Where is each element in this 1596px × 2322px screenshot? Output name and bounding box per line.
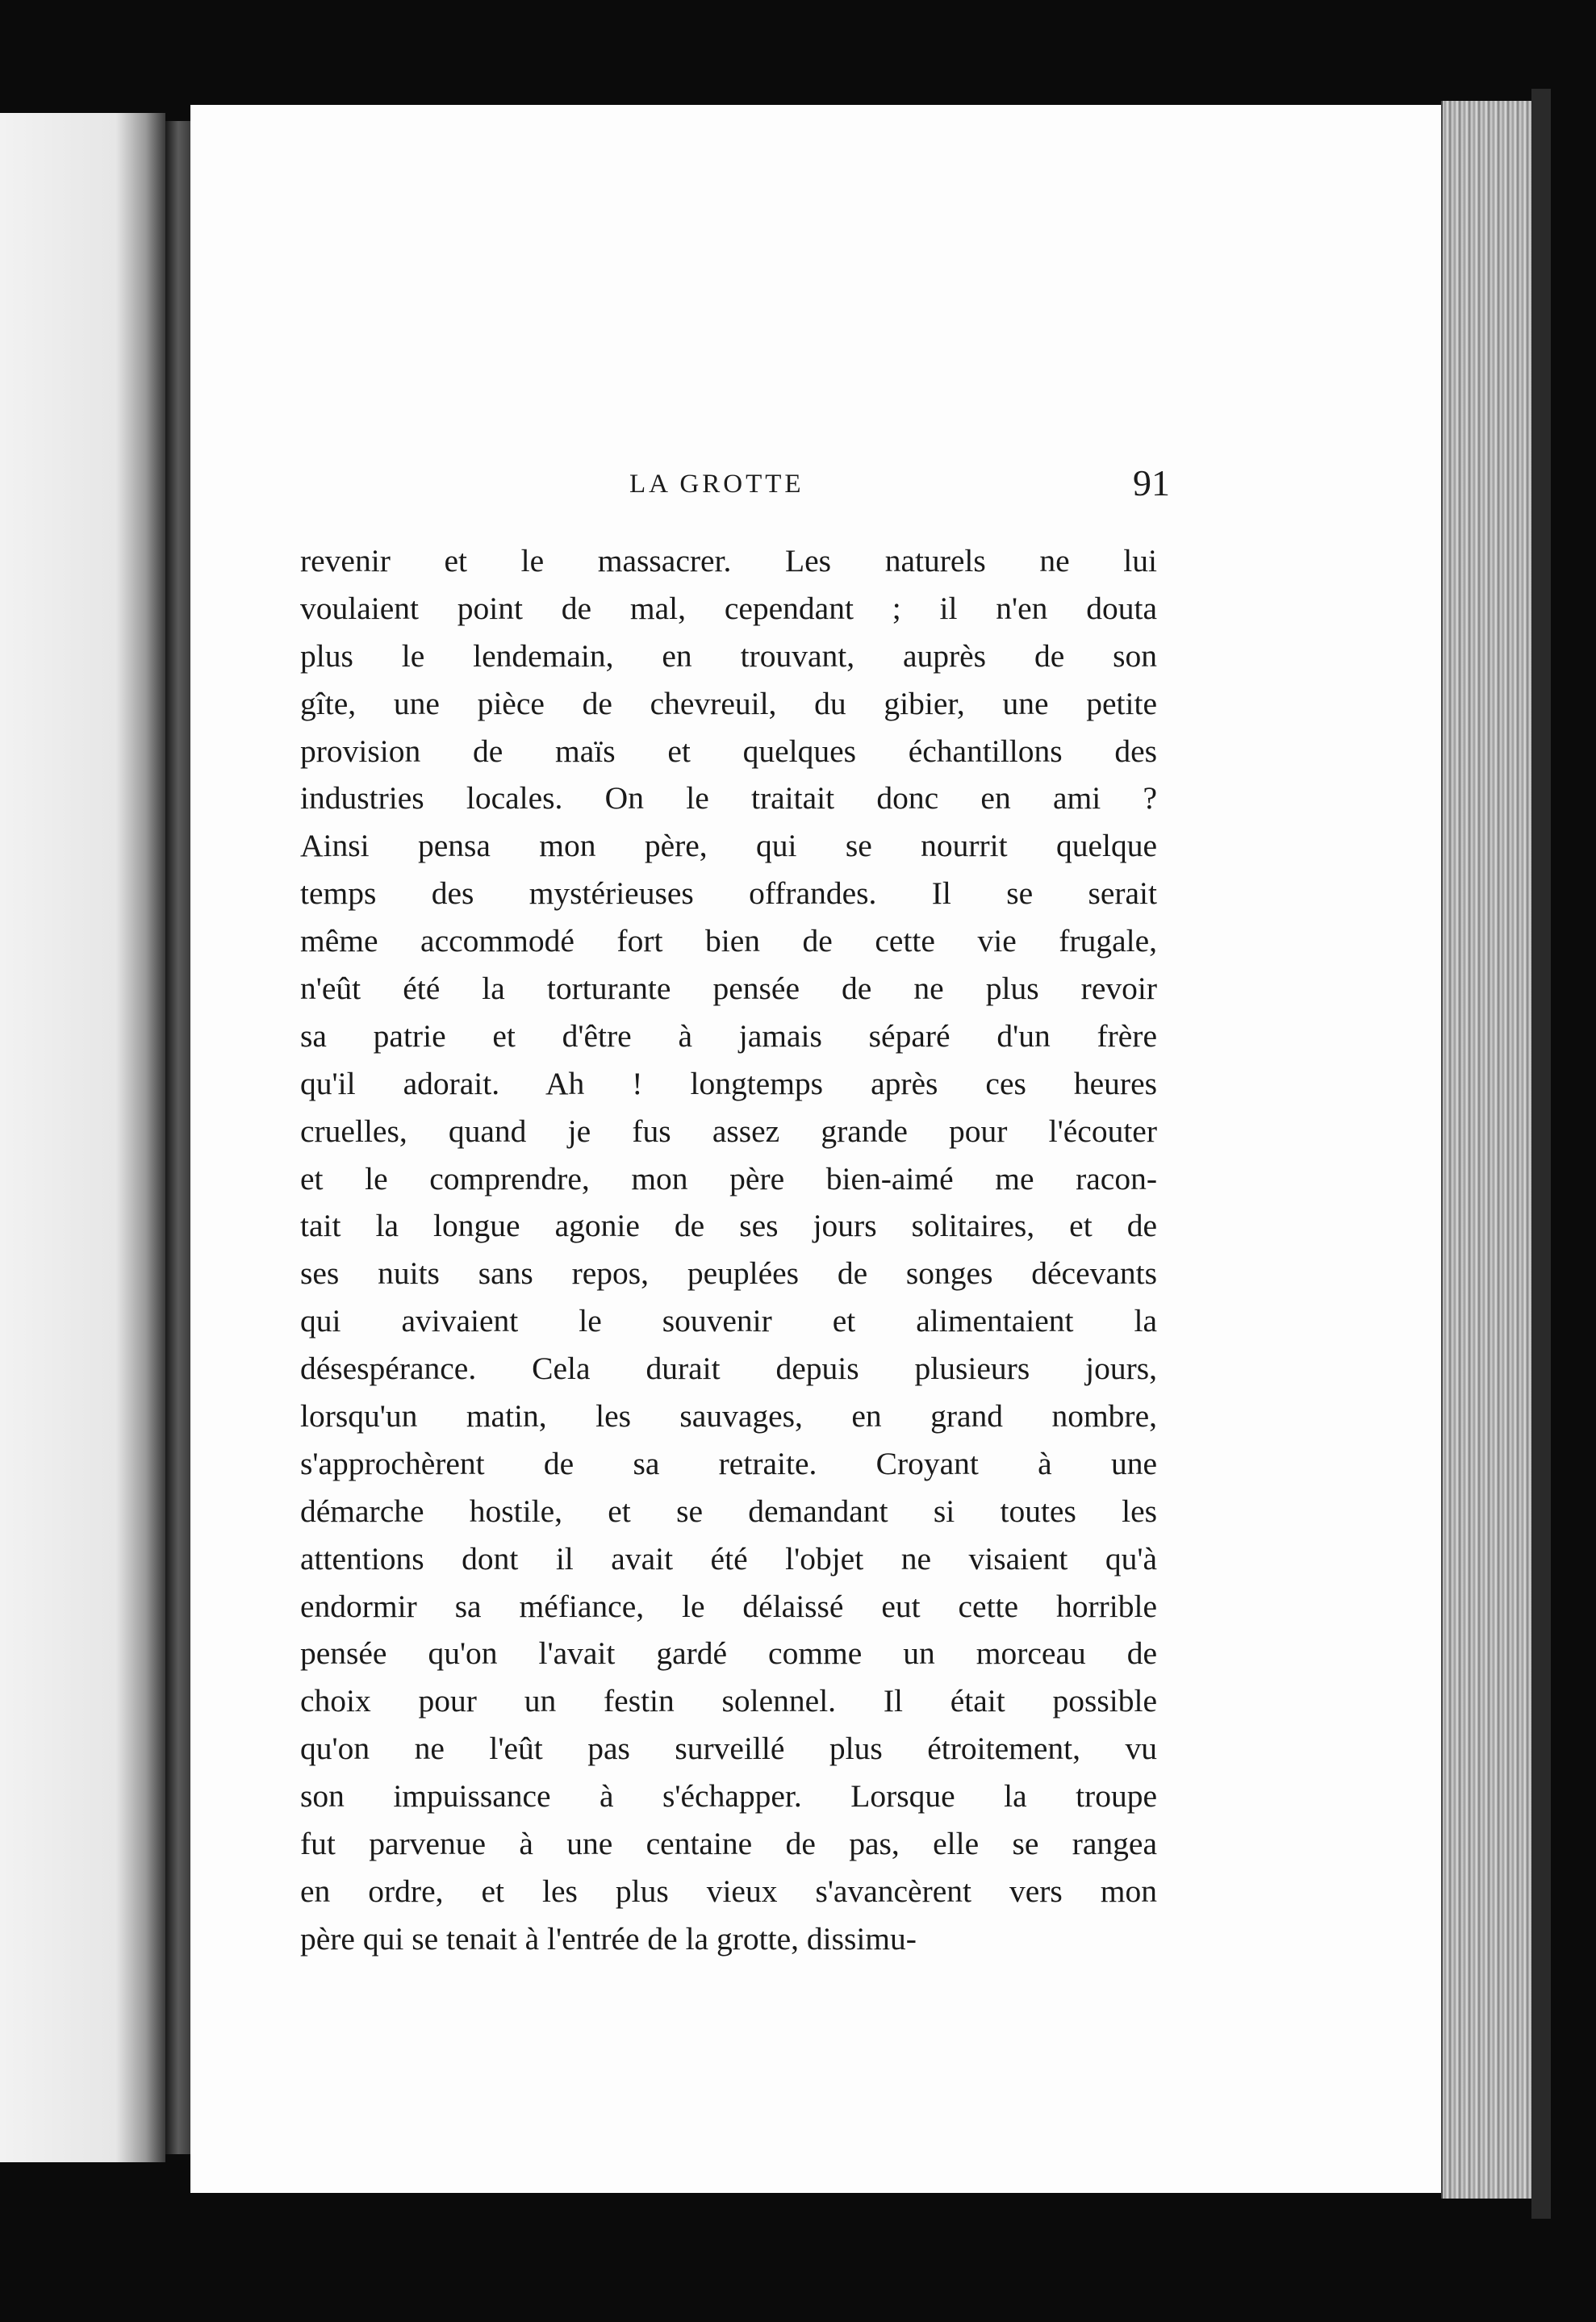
text-line: qu'on ne l'eût pas surveillé plus étroitement, vu bbox=[300, 1731, 1157, 1767]
text-line: industries locales. On le traitait donc en ami ? bbox=[300, 780, 1157, 816]
cover-edge bbox=[1531, 89, 1551, 2219]
text-line: désespérance. Cela durait depuis plusieurs jours, bbox=[300, 1351, 1157, 1387]
left-page-edge bbox=[0, 113, 165, 2162]
text-line: provision de maïs et quelques échantillons des bbox=[300, 733, 1157, 769]
page-fore-edge bbox=[1441, 101, 1533, 2199]
text-line: revenir et le massacrer. Les naturels ne lui bbox=[300, 543, 1157, 578]
text-line: temps des mystérieuses offrandes. Il se serait bbox=[300, 875, 1157, 912]
body-text bbox=[300, 537, 1157, 1963]
running-head bbox=[290, 461, 1170, 518]
text-line: lorsqu'un matin, les sauvages, en grand nombre, bbox=[300, 1398, 1157, 1435]
text-line: démarche hostile, et se demandant si toutes les bbox=[300, 1493, 1157, 1529]
text-line: ses nuits sans repos, peuplées de songes décevants bbox=[300, 1255, 1157, 1292]
text-line: et le comprendre, mon père bien-aimé me racon- bbox=[300, 1160, 1157, 1196]
text-line: voulaient point de mal, cependant ; il n'en douta bbox=[300, 590, 1157, 626]
text-line: tait la longue agonie de ses jours solitaires, et de bbox=[300, 1208, 1157, 1244]
text-line: cruelles, quand je fus assez grande pour l'écouter bbox=[300, 1113, 1157, 1149]
text-line: n'eût été la torturante pensée de ne plus revoir bbox=[300, 971, 1157, 1007]
text-line: choix pour un festin solennel. Il était possible bbox=[300, 1683, 1157, 1719]
text-line: son impuissance à s'échapper. Lorsque la troupe bbox=[300, 1778, 1157, 1815]
text-line: même accommodé fort bien de cette vie frugale, bbox=[300, 923, 1157, 959]
text-line: attentions dont il avait été l'objet ne visaient qu'à bbox=[300, 1540, 1157, 1577]
text-line: fut parvenue à une centaine de pas, elle se rangea bbox=[300, 1826, 1157, 1862]
text-line: endormir sa méfiance, le délaissé eut cette horrible bbox=[300, 1588, 1157, 1624]
text-line: gîte, une pièce de chevreuil, du gibier, une petite bbox=[300, 685, 1157, 721]
text-line: pensée qu'on l'avait gardé comme un morceau de bbox=[300, 1635, 1157, 1672]
text-line: qui avivaient le souvenir et alimentaient la bbox=[300, 1303, 1157, 1339]
text-line: sa patrie et d'être à jamais séparé d'un frère bbox=[300, 1017, 1157, 1054]
text-line: qu'il adorait. Ah ! longtemps après ces heures bbox=[300, 1065, 1157, 1101]
text-line: plus le lendemain, en trouvant, auprès de son bbox=[300, 637, 1157, 674]
text-line: Ainsi pensa mon père, qui se nourrit quelque bbox=[300, 828, 1157, 864]
running-title: LA GROTTE bbox=[629, 470, 804, 499]
text-line: père qui se tenait à l'entrée de la grotte, dissimu- bbox=[300, 1920, 917, 1957]
text-line: s'approchèrent de sa retraite. Croyant à une bbox=[300, 1445, 1157, 1481]
text-line: en ordre, et les plus vieux s'avancèrent vers mon bbox=[300, 1873, 1157, 1909]
page-number: 91 bbox=[1133, 462, 1170, 503]
